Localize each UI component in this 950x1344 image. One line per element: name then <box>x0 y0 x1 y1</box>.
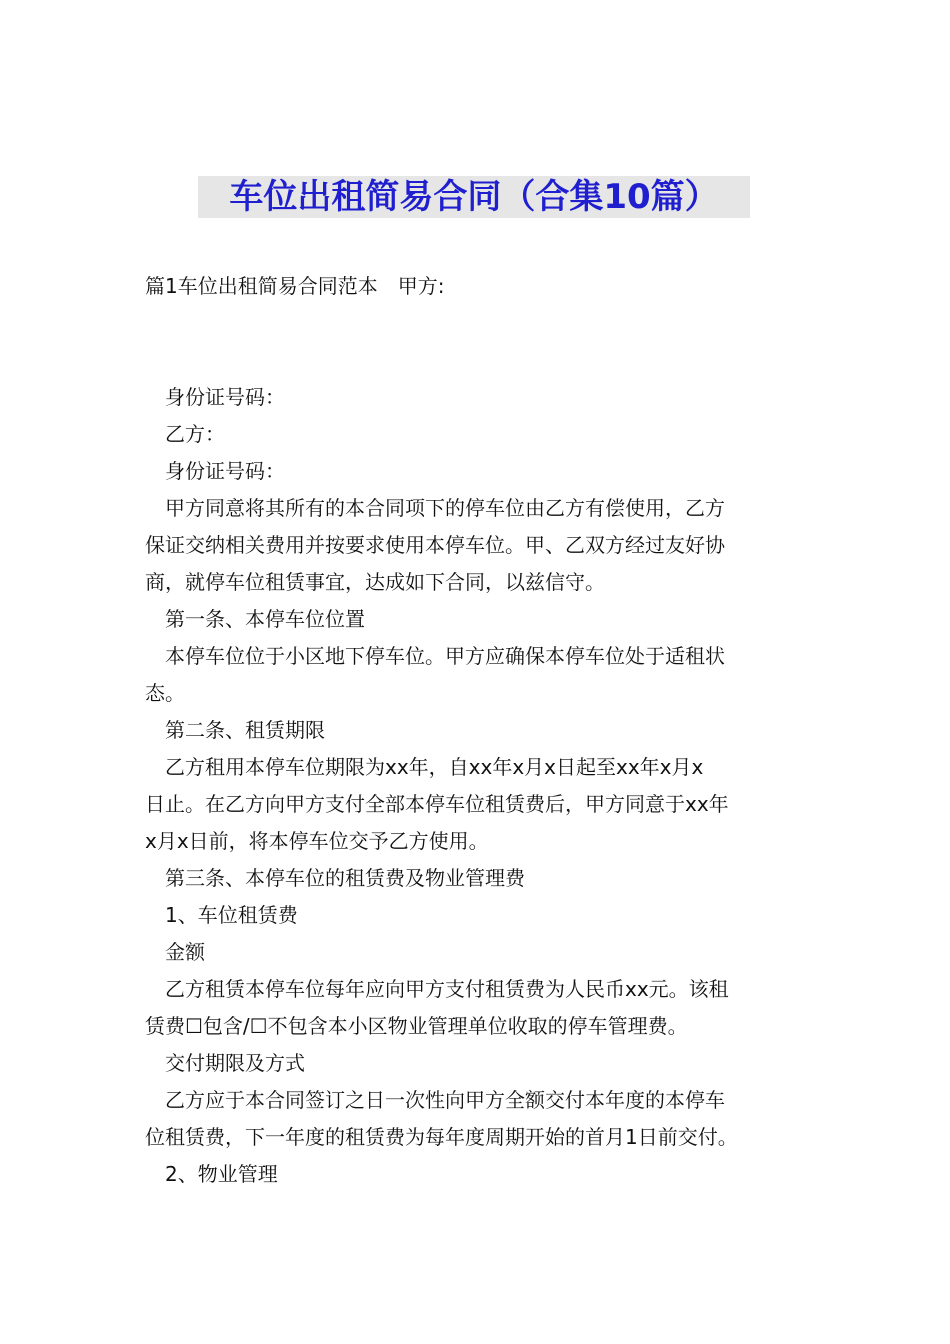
article-heading: 第一条、本停车位位置 <box>165 607 365 631</box>
article-heading: 第三条、本停车位的租赁费及物业管理费 <box>165 866 525 890</box>
paragraph-line: x月x日前，将本停车位交予乙方使用。 <box>145 829 489 853</box>
paragraph-line: 赁费☐包含/☐不包含本小区物业管理单位收取的停车管理费。 <box>145 1014 688 1038</box>
section-heading: 篇1车位出租简易合同范本 甲方: <box>145 274 445 298</box>
paragraph-line: 位租赁费，下一年度的租赁费为每年度周期开始的首月1日前交付。 <box>145 1125 738 1149</box>
paragraph-line: 日止。在乙方向甲方支付全部本停车位租赁费后，甲方同意于xx年 <box>145 792 729 816</box>
paragraph-line: 商，就停车位租赁事宜，达成如下合同，以兹信守。 <box>145 570 605 594</box>
paragraph-line: 身份证号码： <box>165 385 285 409</box>
paragraph-line: 乙方： <box>165 422 225 446</box>
paragraph-line: 本停车位位于小区地下停车位。甲方应确保本停车位处于适租状 <box>165 644 725 668</box>
paragraph-line: 乙方应于本合同签订之日一次性向甲方全额交付本年度的本停车 <box>165 1088 725 1112</box>
paragraph-line: 保证交纳相关费用并按要求使用本停车位。甲、乙双方经过友好协 <box>145 533 725 557</box>
title-highlight <box>198 176 750 218</box>
document-title: 车位出租简易合同（合集10篇） <box>229 177 719 217</box>
subsection-heading: 交付期限及方式 <box>165 1051 305 1075</box>
subsection-heading: 1、车位租赁费 <box>165 903 298 927</box>
paragraph-line: 身份证号码： <box>165 459 285 483</box>
paragraph-line: 态。 <box>145 681 185 705</box>
subsection-heading: 2、物业管理 <box>165 1162 278 1186</box>
subsection-heading: 金额 <box>165 940 205 964</box>
paragraph-line: 甲方同意将其所有的本合同项下的停车位由乙方有偿使用，乙方 <box>165 496 725 520</box>
paragraph-line: 乙方租赁本停车位每年应向甲方支付租赁费为人民币xx元。该租 <box>165 977 729 1001</box>
paragraph-line: 乙方租用本停车位期限为xx年，自xx年x月x日起至xx年x月x <box>165 755 704 779</box>
article-heading: 第二条、租赁期限 <box>165 718 325 742</box>
